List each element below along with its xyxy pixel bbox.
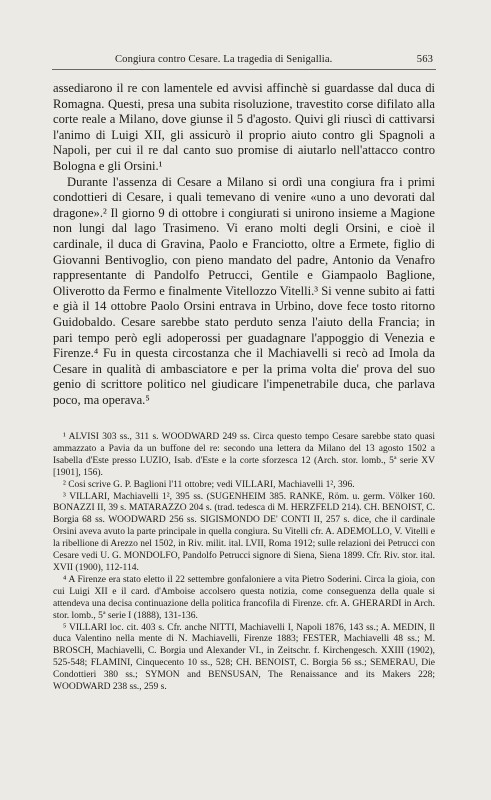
footnote: ² Cosi scrive G. P. Baglioni l'11 ottobre; vedi VILLARI, Machiavelli 1², 396.: [63, 479, 355, 490]
footnote: ¹ ALVISI 303 ss., 311 s. WOODWARD 249 ss. Circa questo tempo Cesare sarebbe stato quasi ammazzato a Pavia da un buffone del re: secondo una lettera da Milano del 13 agosto 1502 a Isabella d'Este presso LUZIO, Isab. d'Este e la corte sforzesca 12 (Arch. stor. lomb., 5ª serie XV [1901], 156).: [53, 432, 435, 478]
paragraph: Durante l'assenza di Cesare a Milano si ordì una congiura fra i primi condottieri di Cesare, i quali temevano di venire «uno a uno devorati dal dragone».² Il giorno 9 di ottobre i congiurati si unirono insieme a Magione non lungi dal lago Trasimeno. Vi erano molti degli Orsini, e cioè il cardinale, il duca di Gravina, Paolo e Franciotto, oltre a Ermete, figlio di Giovanni Bentivoglio, con pieno mandato del padre, Antonio da Venafro rappresentante di Pandolfo Petrucci, Gentile e Giampaolo Baglione, Oliverotto da Fermo e finalmente Vitellozzo Vitelli.³ Si venne subito ai fatti e già il 14 ottobre Paolo Orsini entrava in Urbino, dove fece tosto ritorno Guidobaldo. Cesare sarebbe stato perduto senza l'aiuto della Francia; in pari tempo però egli adoperossi per guadagnare l'appoggio di Venezia e Firenze.⁴ Fu in questa circostanza che il Machiavelli si recò ad Imola da Cesare in qualità di ambasciatore e per la prima volta die' prova del suo genio di scrittore politico nel giudicare l'impenetrabile duca, che parlava poco, ma operava.⁵: [53, 174, 435, 407]
footnotes: [53, 432, 435, 694]
page-number: 563: [416, 54, 433, 65]
running-title: Congiura contro Cesare. La tragedia di Senigallia.: [115, 54, 333, 65]
footnote: ⁴ A Firenze era stato eletto il 22 settembre gonfaloniere a vita Pietro Soderini. Circa la gioia, con cui Luigi XII e il card. d'Amboise accolsero questa notizia, come conseguenza della quale si attendeva una decisa continuazione della politica francofila di Firenze. cfr. A. GHERARDI in Arch. stor. lomb., 5ª serie I (1888), 131-136.: [53, 574, 435, 621]
footnote: ³ VILLARI, Machiavelli 1², 395 ss. (SUGENHEIM 385. RANKE, Röm. u. germ. Völker 160. BONAZZI II, 39 s. MATARAZZO 204 s. (trad. tedesca di M. HERZFELD 214). CH. BENOIST, C. Borgia 68 ss. WOODWARD 256 ss. SIGISMONDO DE' CONTI II, 257 s. dice, che il cardinale Orsini aveva avuto la parte principale in quella congiura. Su Vitelli cfr. A. ADEMOLLO, V. Vitelli e la ribellione di Arezzo nel 1502, in Riv. milit. ital. LVII, Roma 1912; sulle relazioni dei Petrucci con Cesare vedi U. G. MONDOLFO, Pandolfo Petrucci signore di Siena, Siena 1899. Cfr. Riv. stor. ital. XVII (1900), 112-114.: [53, 491, 435, 573]
paragraph: assediarono il re con lamentele ed avvisi affinchè si guardasse dal duca di Romagna. Questi, presa una subita risoluzione, travestito corse difilato alla corte reale a Milano, dove giunse il 5 d'agosto. Quivi gli riuscì di cattivarsi l'animo di Luigi XII, gli assicurò il proprio aiuto contro gli Spagnoli a Napoli, per cui il re dal canto suo promise di aiutarlo nell'attacco contro Bologna e gli Orsini.¹: [53, 81, 435, 173]
header-rule: [52, 69, 436, 70]
footnote: ⁵ VILLARI loc. cit. 403 s. Cfr. anche NITTI, Machiavelli I, Napoli 1876, 143 ss.; A. MEDIN, Il duca Valentino nella mente di N. Machiavelli, Firenze 1883; FESTER, Machiavelli 48 ss.; M. BROSCH, Machiavelli, C. Borgia und Alexander VI., in Zeitschr. f. Kirchengesch. XXIII (1902), 525-548; FLAMINI, Cinquecento 10 ss., 528; CH. BENOIST, C. Borgia 56 ss.; SEMERAU, Die Condottieri 380 ss.; SYMON and BENSUSAN, The Renaissance and its Makers 228; WOODWARD 238 ss., 259 s.: [53, 622, 435, 693]
main-text: [53, 81, 435, 408]
